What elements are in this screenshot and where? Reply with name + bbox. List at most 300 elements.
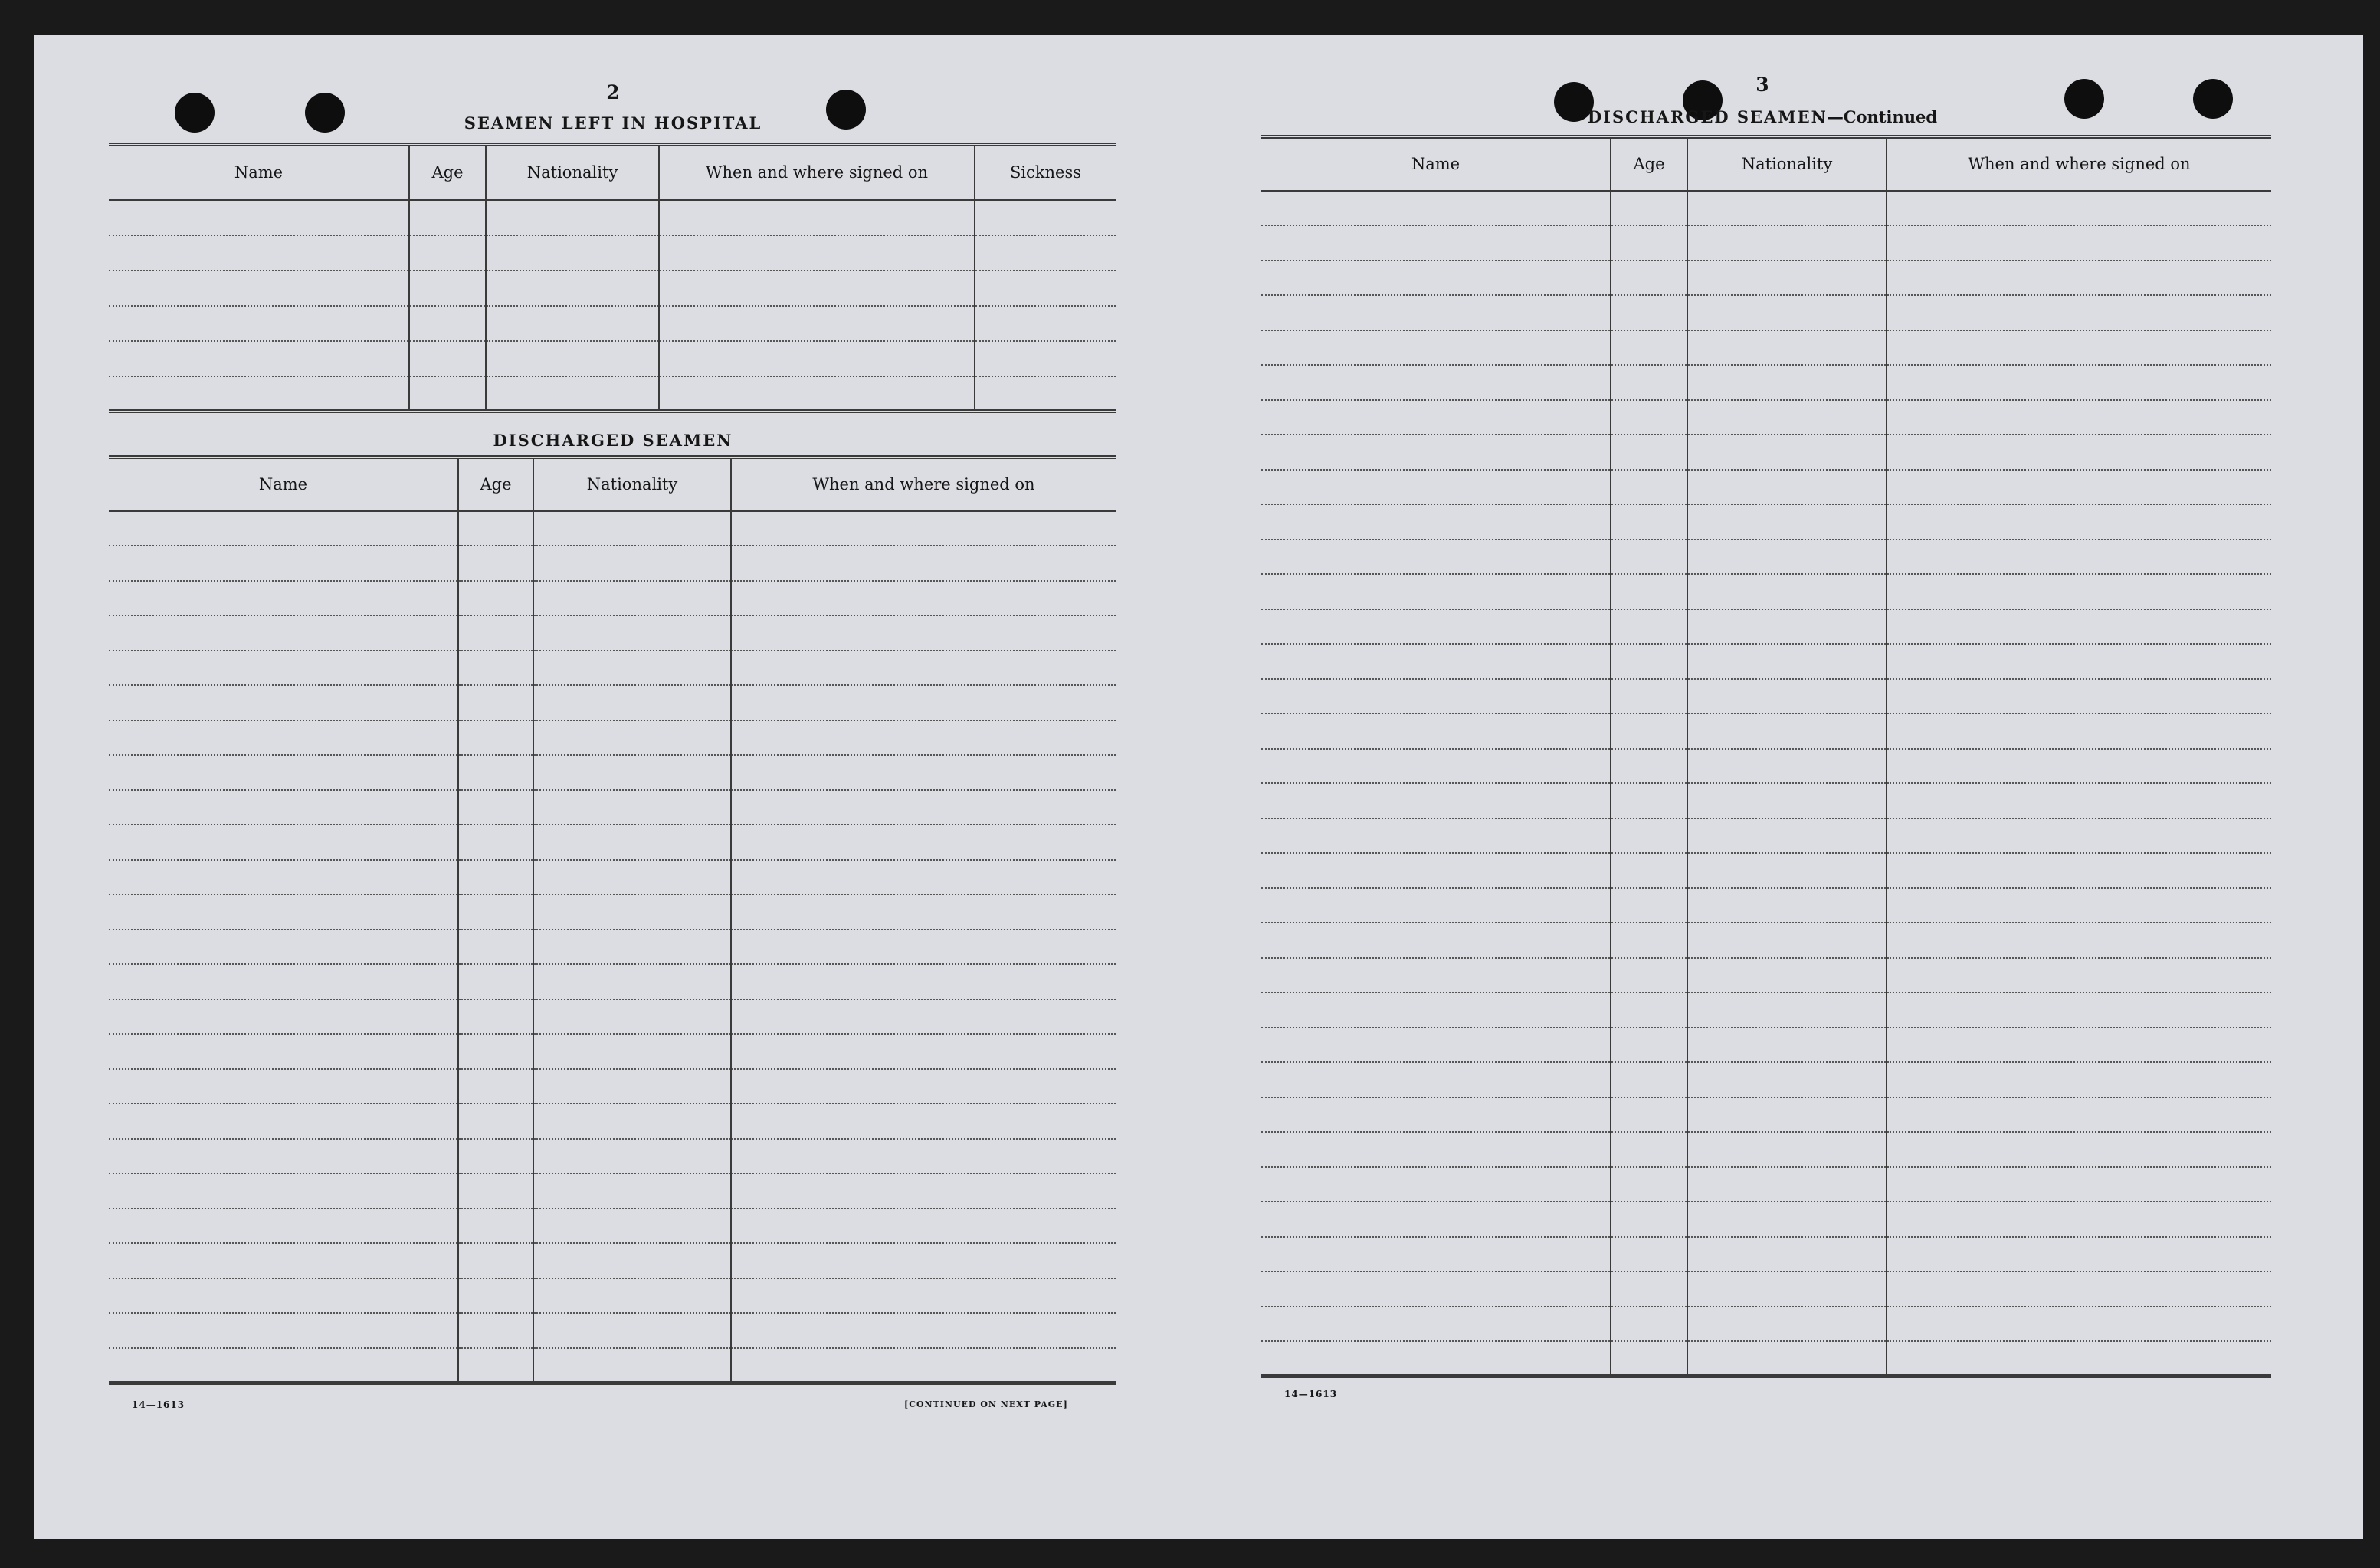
- blank-cell: [1687, 888, 1887, 923]
- blank-cell: [1687, 679, 1887, 714]
- blank-cell: [533, 1313, 731, 1348]
- table-row: [109, 306, 1116, 341]
- blank-cell: [1261, 713, 1611, 749]
- blank-cell: [975, 306, 1116, 341]
- blank-cell: [1611, 679, 1687, 714]
- blank-cell: [1261, 540, 1611, 575]
- hospital-section-title: SEAMEN LEFT IN HOSPITAL: [464, 113, 762, 133]
- table-row: [109, 376, 1116, 412]
- blank-cell: [1687, 1132, 1887, 1167]
- blank-cell: [109, 964, 458, 999]
- blank-cell: [109, 1278, 458, 1314]
- blank-cell: [1887, 1307, 2271, 1342]
- blank-cell: [458, 755, 533, 790]
- blank-cell: [659, 306, 975, 341]
- column-header-sickness: Sickness: [975, 145, 1116, 200]
- punch-hole: [2064, 79, 2104, 119]
- blank-cell: [659, 376, 975, 412]
- blank-cell: [1261, 958, 1611, 993]
- blank-cell: [1261, 1341, 1611, 1376]
- blank-cell: [1611, 540, 1687, 575]
- table-row: [1261, 1028, 2271, 1063]
- blank-cell: [109, 720, 458, 756]
- blank-cell: [1611, 1237, 1687, 1272]
- blank-cell: [1687, 609, 1887, 645]
- blank-cell: [1887, 435, 2271, 470]
- blank-cell: [109, 1209, 458, 1244]
- blank-cell: [1887, 749, 2271, 784]
- table-row: [1261, 540, 2271, 575]
- blank-cell: [1261, 1237, 1611, 1272]
- blank-cell: [1887, 1062, 2271, 1097]
- table-row: [1261, 749, 2271, 784]
- blank-cell: [1687, 818, 1887, 854]
- blank-cell: [533, 999, 731, 1035]
- blank-cell: [533, 755, 731, 790]
- blank-cell: [1887, 644, 2271, 679]
- blank-cell: [1687, 749, 1887, 784]
- blank-cell: [458, 720, 533, 756]
- blank-cell: [409, 341, 486, 376]
- punch-hole: [175, 93, 215, 133]
- blank-cell: [975, 235, 1116, 271]
- blank-cell: [458, 615, 533, 651]
- table-row: [109, 894, 1116, 930]
- blank-cell: [109, 235, 409, 271]
- table-row: [1261, 818, 2271, 854]
- blank-cell: [533, 1209, 731, 1244]
- blank-cell: [1261, 435, 1611, 470]
- blank-cell: [1887, 609, 2271, 645]
- blank-cell: [1261, 609, 1611, 645]
- blank-cell: [1887, 713, 2271, 749]
- blank-cell: [533, 546, 731, 581]
- blank-cell: [731, 511, 1116, 546]
- blank-cell: [731, 1173, 1116, 1209]
- blank-cell: [109, 1313, 458, 1348]
- table-row: [1261, 191, 2271, 226]
- blank-cell: [458, 999, 533, 1035]
- blank-cell: [1611, 225, 1687, 261]
- blank-cell: [1887, 1237, 2271, 1272]
- table-row: [1261, 1202, 2271, 1237]
- table-row: [109, 1173, 1116, 1209]
- table-row: [1261, 1167, 2271, 1202]
- table-row: [1261, 644, 2271, 679]
- blank-cell: [731, 999, 1116, 1035]
- blank-cell: [1887, 1132, 2271, 1167]
- blank-cell: [1611, 1132, 1687, 1167]
- blank-cell: [458, 964, 533, 999]
- blank-cell: [458, 1034, 533, 1069]
- blank-cell: [109, 376, 409, 412]
- blank-cell: [458, 1278, 533, 1314]
- blank-cell: [109, 1034, 458, 1069]
- blank-cell: [1261, 1097, 1611, 1133]
- blank-cell: [1887, 958, 2271, 993]
- blank-cell: [731, 651, 1116, 686]
- column-header-name: Name: [109, 458, 458, 511]
- section-title-text: DISCHARGED SEAMEN: [1587, 107, 1828, 126]
- table-row: [1261, 1097, 2271, 1133]
- blank-cell: [731, 581, 1116, 616]
- blank-cell: [1687, 783, 1887, 818]
- blank-cell: [1887, 1167, 2271, 1202]
- blank-cell: [533, 790, 731, 825]
- column-header-age: Age: [1611, 137, 1687, 191]
- blank-cell: [1261, 923, 1611, 958]
- table-row: [1261, 1341, 2271, 1376]
- table-row: [109, 825, 1116, 860]
- blank-cell: [659, 200, 975, 235]
- blank-cell: [1261, 400, 1611, 435]
- blank-cell: [1687, 1028, 1887, 1063]
- blank-cell: [731, 720, 1116, 756]
- blank-cell: [458, 1104, 533, 1139]
- blank-cell: [1261, 504, 1611, 540]
- table-row: [1261, 1307, 2271, 1342]
- blank-cell: [731, 1348, 1116, 1383]
- blank-cell: [458, 511, 533, 546]
- blank-cell: [1887, 574, 2271, 609]
- table-row: [1261, 504, 2271, 540]
- blank-cell: [731, 894, 1116, 930]
- blank-cell: [659, 235, 975, 271]
- blank-cell: [1687, 958, 1887, 993]
- blank-cell: [1687, 504, 1887, 540]
- blank-cell: [533, 581, 731, 616]
- blank-cell: [1611, 1062, 1687, 1097]
- blank-cell: [1261, 191, 1611, 226]
- blank-cell: [1687, 1341, 1887, 1376]
- blank-cell: [1611, 783, 1687, 818]
- blank-cell: [109, 581, 458, 616]
- blank-cell: [659, 271, 975, 306]
- blank-cell: [1261, 783, 1611, 818]
- blank-cell: [533, 1278, 731, 1314]
- blank-cell: [109, 790, 458, 825]
- punch-hole: [305, 93, 345, 133]
- blank-cell: [731, 685, 1116, 720]
- table-row: [1261, 853, 2271, 888]
- blank-cell: [533, 930, 731, 965]
- blank-cell: [1611, 1271, 1687, 1307]
- table-row: [1261, 783, 2271, 818]
- table-row: [1261, 888, 2271, 923]
- blank-cell: [659, 341, 975, 376]
- blank-cell: [1261, 330, 1611, 366]
- blank-cell: [458, 651, 533, 686]
- table-row: [1261, 992, 2271, 1028]
- page-number-left: 2: [606, 81, 620, 103]
- blank-cell: [533, 615, 731, 651]
- blank-cell: [1611, 295, 1687, 330]
- blank-cell: [1611, 1028, 1687, 1063]
- blank-cell: [1887, 818, 2271, 854]
- blank-cell: [1611, 1341, 1687, 1376]
- column-header-age: Age: [409, 145, 486, 200]
- table-row: [109, 930, 1116, 965]
- table-row: [109, 999, 1116, 1035]
- blank-cell: [1261, 1028, 1611, 1063]
- table-row: [1261, 679, 2271, 714]
- table-row: [109, 581, 1116, 616]
- blank-cell: [1261, 679, 1611, 714]
- blank-cell: [109, 755, 458, 790]
- blank-cell: [1261, 853, 1611, 888]
- blank-cell: [1887, 330, 2271, 366]
- column-header-age: Age: [458, 458, 533, 511]
- blank-cell: [1887, 540, 2271, 575]
- blank-cell: [486, 200, 659, 235]
- blank-cell: [109, 1069, 458, 1104]
- blank-cell: [1687, 435, 1887, 470]
- blank-cell: [409, 200, 486, 235]
- blank-cell: [409, 376, 486, 412]
- section-title-suffix: —Continued: [1827, 107, 1938, 126]
- table-row: [1261, 1132, 2271, 1167]
- blank-cell: [458, 1069, 533, 1104]
- blank-cell: [1887, 992, 2271, 1028]
- blank-cell: [1261, 1167, 1611, 1202]
- blank-cell: [1887, 1202, 2271, 1237]
- blank-cell: [533, 1034, 731, 1069]
- table-row: [109, 1069, 1116, 1104]
- blank-cell: [1261, 1271, 1611, 1307]
- blank-cell: [458, 1173, 533, 1209]
- table-row: [1261, 923, 2271, 958]
- table-row: [1261, 400, 2271, 435]
- blank-cell: [458, 581, 533, 616]
- blank-cell: [1887, 261, 2271, 296]
- blank-cell: [1687, 295, 1887, 330]
- table-row: [1261, 1062, 2271, 1097]
- blank-cell: [1261, 644, 1611, 679]
- table-row: [1261, 1237, 2271, 1272]
- blank-cell: [1887, 191, 2271, 226]
- table-row: [109, 1209, 1116, 1244]
- blank-cell: [533, 825, 731, 860]
- blank-cell: [1887, 365, 2271, 400]
- table-row: [1261, 574, 2271, 609]
- blank-cell: [1611, 609, 1687, 645]
- blank-cell: [1261, 1062, 1611, 1097]
- blank-cell: [731, 790, 1116, 825]
- blank-cell: [533, 511, 731, 546]
- blank-cell: [1261, 1202, 1611, 1237]
- blank-cell: [1687, 330, 1887, 366]
- blank-cell: [533, 1348, 731, 1383]
- blank-cell: [1687, 713, 1887, 749]
- blank-cell: [731, 546, 1116, 581]
- continued-note: [CONTINUED ON NEXT PAGE]: [904, 1399, 1068, 1409]
- blank-cell: [975, 271, 1116, 306]
- blank-cell: [533, 860, 731, 895]
- blank-cell: [1261, 749, 1611, 784]
- blank-cell: [1611, 470, 1687, 505]
- table-row: [1261, 1271, 2271, 1307]
- blank-cell: [1687, 225, 1887, 261]
- blank-cell: [1887, 888, 2271, 923]
- table-row: [109, 235, 1116, 271]
- blank-cell: [109, 200, 409, 235]
- blank-cell: [1687, 400, 1887, 435]
- blank-cell: [533, 720, 731, 756]
- column-header-nationality: Nationality: [486, 145, 659, 200]
- table-row: [109, 341, 1116, 376]
- blank-cell: [1611, 644, 1687, 679]
- blank-cell: [1261, 365, 1611, 400]
- blank-cell: [1887, 225, 2271, 261]
- hospital-table: [109, 143, 1116, 413]
- blank-cell: [731, 1104, 1116, 1139]
- blank-cell: [1611, 923, 1687, 958]
- blank-cell: [1687, 574, 1887, 609]
- form-code-right: 14—1613: [1284, 1389, 1338, 1399]
- blank-cell: [1687, 1237, 1887, 1272]
- blank-cell: [1611, 261, 1687, 296]
- blank-cell: [975, 376, 1116, 412]
- blank-cell: [1611, 749, 1687, 784]
- blank-cell: [458, 825, 533, 860]
- table-row: [109, 546, 1116, 581]
- blank-cell: [409, 306, 486, 341]
- column-header-signed-on: When and where signed on: [1887, 137, 2271, 191]
- blank-cell: [409, 271, 486, 306]
- blank-cell: [1261, 818, 1611, 854]
- blank-cell: [1887, 1271, 2271, 1307]
- blank-cell: [1687, 1167, 1887, 1202]
- blank-cell: [486, 341, 659, 376]
- blank-cell: [109, 860, 458, 895]
- blank-cell: [731, 1139, 1116, 1174]
- blank-cell: [533, 1173, 731, 1209]
- table-row: [109, 685, 1116, 720]
- blank-cell: [458, 790, 533, 825]
- blank-cell: [1687, 540, 1887, 575]
- discharged-continued-table: [1261, 135, 2271, 1378]
- blank-cell: [109, 306, 409, 341]
- blank-cell: [533, 685, 731, 720]
- blank-cell: [731, 860, 1116, 895]
- blank-cell: [458, 546, 533, 581]
- column-header-nationality: Nationality: [533, 458, 731, 511]
- blank-cell: [458, 1209, 533, 1244]
- discharged-table: [109, 455, 1116, 1385]
- blank-cell: [533, 1243, 731, 1278]
- blank-cell: [1611, 365, 1687, 400]
- blank-cell: [486, 271, 659, 306]
- blank-cell: [1611, 1202, 1687, 1237]
- blank-cell: [1887, 504, 2271, 540]
- blank-cell: [1261, 574, 1611, 609]
- blank-cell: [533, 1139, 731, 1174]
- page-number-right: 3: [1755, 74, 1769, 96]
- table-row: [1261, 609, 2271, 645]
- blank-cell: [1887, 1341, 2271, 1376]
- blank-cell: [458, 1313, 533, 1348]
- blank-cell: [1261, 1307, 1611, 1342]
- blank-cell: [109, 1173, 458, 1209]
- blank-cell: [1687, 644, 1887, 679]
- blank-cell: [1887, 295, 2271, 330]
- blank-cell: [1887, 470, 2271, 505]
- blank-cell: [1611, 1097, 1687, 1133]
- blank-cell: [1611, 574, 1687, 609]
- blank-cell: [109, 999, 458, 1035]
- blank-cell: [109, 825, 458, 860]
- blank-cell: [731, 1069, 1116, 1104]
- table-row: [109, 1243, 1116, 1278]
- blank-cell: [1687, 853, 1887, 888]
- blank-cell: [1887, 679, 2271, 714]
- table-row: [1261, 261, 2271, 296]
- blank-cell: [1611, 400, 1687, 435]
- blank-cell: [731, 1313, 1116, 1348]
- blank-cell: [458, 685, 533, 720]
- table-row: [109, 1313, 1116, 1348]
- table-row: [109, 1104, 1116, 1139]
- blank-cell: [109, 1348, 458, 1383]
- blank-cell: [533, 651, 731, 686]
- blank-cell: [1687, 1202, 1887, 1237]
- column-header-name: Name: [1261, 137, 1611, 191]
- blank-cell: [533, 964, 731, 999]
- table-row: [109, 755, 1116, 790]
- table-row: [109, 964, 1116, 999]
- blank-cell: [109, 511, 458, 546]
- blank-cell: [109, 685, 458, 720]
- blank-cell: [1611, 888, 1687, 923]
- table-row: [1261, 295, 2271, 330]
- blank-cell: [731, 825, 1116, 860]
- blank-cell: [1261, 888, 1611, 923]
- table-row: [109, 860, 1116, 895]
- blank-cell: [1611, 958, 1687, 993]
- blank-cell: [731, 615, 1116, 651]
- blank-cell: [1687, 1062, 1887, 1097]
- blank-cell: [458, 1243, 533, 1278]
- blank-cell: [731, 755, 1116, 790]
- discharged-section-title: DISCHARGED SEAMEN: [493, 431, 733, 450]
- blank-cell: [1611, 191, 1687, 226]
- blank-cell: [1261, 225, 1611, 261]
- table-row: [1261, 470, 2271, 505]
- blank-cell: [109, 1243, 458, 1278]
- table-row: [109, 615, 1116, 651]
- blank-cell: [1887, 853, 2271, 888]
- blank-cell: [1611, 435, 1687, 470]
- table-row: [1261, 713, 2271, 749]
- blank-cell: [1887, 400, 2271, 435]
- table-row: [109, 511, 1116, 546]
- blank-cell: [731, 1278, 1116, 1314]
- blank-cell: [533, 1069, 731, 1104]
- form-code-left: 14—1613: [132, 1399, 185, 1410]
- table-row: [109, 720, 1116, 756]
- blank-cell: [731, 1034, 1116, 1069]
- blank-cell: [458, 894, 533, 930]
- blank-cell: [1261, 295, 1611, 330]
- blank-cell: [1611, 330, 1687, 366]
- column-header-signed-on: When and where signed on: [659, 145, 975, 200]
- blank-cell: [975, 200, 1116, 235]
- blank-cell: [1687, 470, 1887, 505]
- blank-cell: [533, 1104, 731, 1139]
- blank-cell: [458, 930, 533, 965]
- blank-cell: [1687, 261, 1887, 296]
- blank-cell: [109, 615, 458, 651]
